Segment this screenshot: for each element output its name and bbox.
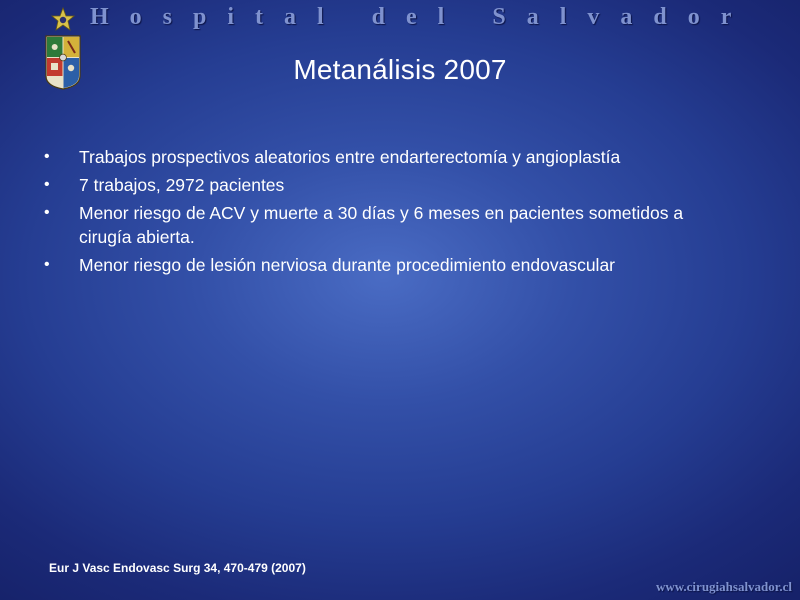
bullet-text: Trabajos prospectivos aleatorios entre endarterectomía y angioplastía (79, 147, 621, 167)
website-url: www.cirugiahsalvador.cl (655, 579, 792, 594)
bullet-text: Menor riesgo de ACV y muerte a 30 días y 6 meses en pacientes sometidos a cirugía abierta. (79, 203, 684, 247)
list-item (40, 173, 740, 197)
list-item (40, 201, 740, 249)
citation-reference: Eur J Vasc Endovasc Surg 34, 470-479 (2007) (49, 561, 306, 575)
slide-title: Metanálisis 2007 (293, 54, 507, 85)
list-item (40, 145, 740, 169)
list-item (40, 253, 740, 277)
bullet-marker: • (44, 148, 50, 165)
bullet-marker: • (44, 176, 50, 193)
bullet-marker: • (44, 256, 50, 273)
bullet-list (40, 145, 740, 281)
bullet-text: 7 trabajos, 2972 pacientes (79, 175, 285, 195)
bullet-marker: • (44, 204, 50, 221)
bullet-text: Menor riesgo de lesión nerviosa durante procedimiento endovascular (79, 255, 616, 275)
header-title: Hospital del Salvador (90, 4, 753, 30)
